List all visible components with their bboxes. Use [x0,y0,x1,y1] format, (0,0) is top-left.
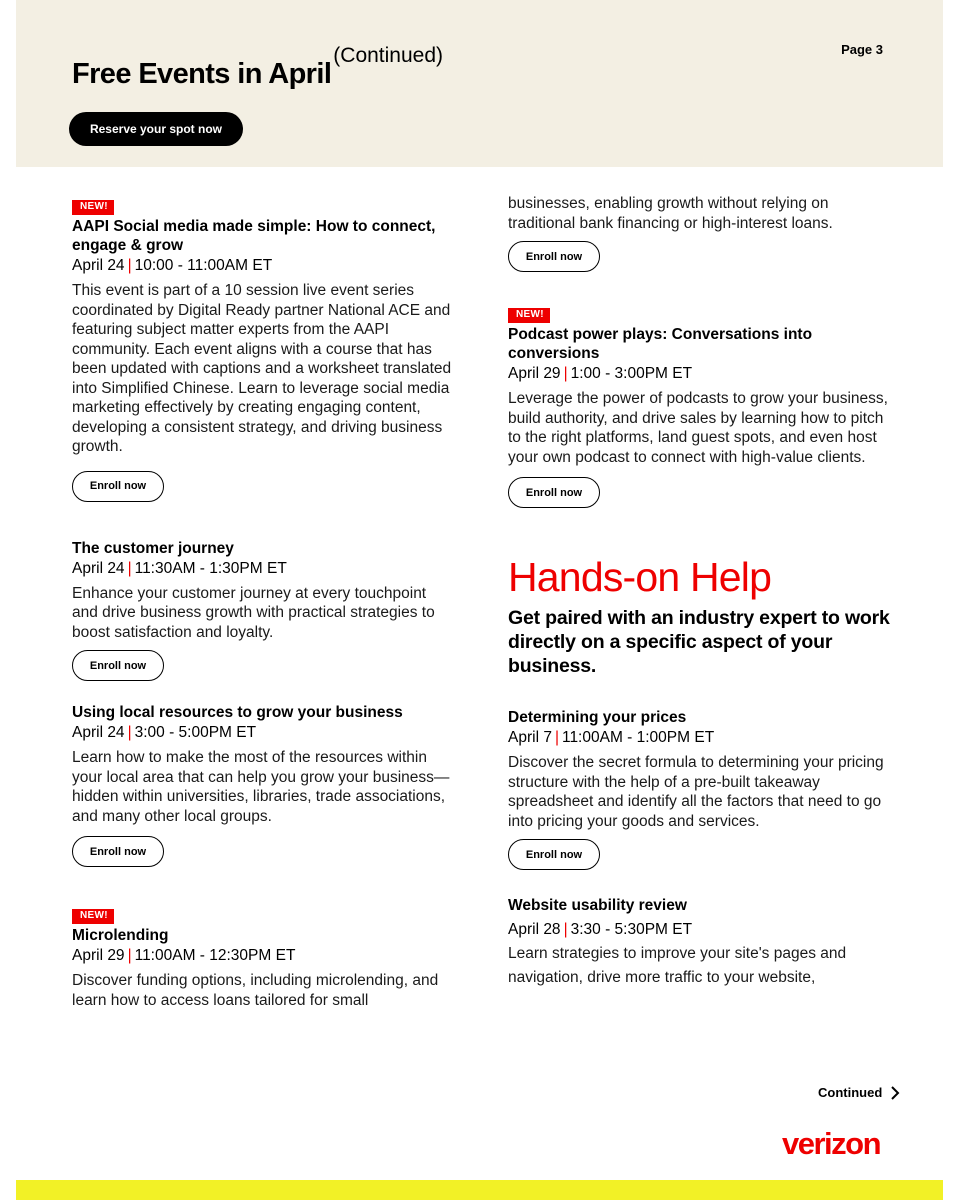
event-microlending-continued [508,194,893,272]
new-badge: NEW! [508,308,550,323]
chevron-right-icon [890,1086,900,1100]
event-determining-prices [508,708,893,870]
date-separator: | [127,947,132,964]
event-time: 1:00 - 3:00PM ET [570,365,693,382]
event-time: 3:00 - 5:00PM ET [134,724,257,741]
section-heading: Hands-on Help [508,554,772,600]
enroll-button[interactable]: Enroll now [508,839,600,870]
event-title: Podcast power plays: Conversations into conversions [508,326,813,362]
event-date: April 28 [508,921,561,938]
event-datetime [508,364,893,383]
new-badge: NEW! [72,200,114,215]
event-customer-journey [72,539,452,682]
event-description: Learn strategies to improve your site's pages and navigation, drive more traffic to your website, [508,945,847,986]
event-description: Leverage the power of podcasts to grow your business, build authority, and drive sales by learning how to pitch to the right platforms, land guest spots, and even host your own podcast to connect with high-value clients. [508,390,888,466]
event-date: April 24 [72,257,125,274]
bottom-accent-bar [16,1180,943,1200]
event-title: AAPI Social media made simple: How to connect, engage & grow [72,218,436,254]
continued-link[interactable] [818,1085,900,1100]
event-date: April 24 [72,724,125,741]
event-datetime [508,728,893,747]
hands-on-help-section [508,554,893,990]
event-time: 11:00AM - 1:00PM ET [561,729,715,746]
event-title: Using local resources to grow your business [72,704,403,721]
event-aapi-social-media [72,196,452,502]
enroll-button[interactable]: Enroll now [72,836,164,867]
event-datetime [72,946,452,965]
event-microlending [72,905,452,1010]
event-date: April 7 [508,729,552,746]
reserve-spot-button[interactable]: Reserve your spot now [69,112,243,146]
event-podcast-power-plays [508,304,893,508]
event-date: April 24 [72,559,125,577]
event-date: April 29 [72,947,125,964]
enroll-button[interactable]: Enroll now [508,241,600,272]
event-datetime [508,920,893,939]
event-description: Learn how to make the most of the resources within your local area that can help you grow your business—hidden within universities, libraries, trade associations, and many other local groups. [72,749,450,825]
event-description: Enhance your customer journey at every touchpoint and drive business growth with practical strategies to boost satisfaction and loyalty. [72,584,435,641]
date-separator: | [563,921,568,938]
event-title: Microlending [72,927,169,944]
event-time: 10:00 - 11:00AM ET [134,257,273,274]
enroll-button[interactable]: Enroll now [72,650,164,681]
date-separator: | [554,729,559,746]
event-description: Discover funding options, including microlending, and learn how to access loans tailored for small [72,972,439,1009]
date-separator: | [127,559,132,577]
event-description: Discover the secret formula to determining your pricing structure with the help of a pre-built takeaway spreadsheet and identify all the factors that need to go into pricing your goods and services. [508,754,884,830]
event-date: April 29 [508,365,561,382]
page-title: Free Events in April [72,58,332,90]
title-group [72,44,444,90]
event-local-resources [72,703,452,867]
enroll-button[interactable]: Enroll now [508,477,600,508]
page-number: Page 3 [841,42,883,57]
event-title: Website usability review [508,897,687,914]
event-datetime [72,559,452,578]
new-badge: NEW! [72,909,114,924]
event-website-usability [508,896,893,990]
enroll-button[interactable]: Enroll now [72,471,164,502]
event-time: 11:30AM - 1:30PM ET [134,559,287,577]
left-column [72,196,452,1010]
right-column [508,194,893,990]
event-time: 3:30 - 5:30PM ET [570,921,693,938]
event-description: This event is part of a 10 session live event series coordinated by Digital Ready partner National ACE and featuring subject matter experts from the AAPI community. Each event aligns with a course that has been updated with captions and a worksheet translated into Simplified Chinese. Learn to leverage social media marketing effectively by creating engaging content, developing a consistent strategy, and driving business growth. [72,282,452,455]
event-datetime [72,723,452,742]
header-banner [16,0,943,167]
date-separator: | [127,257,132,274]
date-separator: | [127,724,132,741]
verizon-logo: verizon [782,1126,881,1161]
event-description: businesses, enabling growth without relying on traditional bank financing or high-interest loans. [508,195,833,232]
section-subheading: Get paired with an industry expert to work directly on a specific aspect of your business. [508,607,890,677]
date-separator: | [563,365,568,382]
event-title: The customer journey [72,539,234,557]
continued-label: Continued [818,1085,883,1100]
event-time: 11:00AM - 12:30PM ET [134,947,296,964]
event-title: Determining your prices [508,709,687,726]
title-suffix: (Continued) [333,44,444,67]
event-datetime [72,256,452,275]
